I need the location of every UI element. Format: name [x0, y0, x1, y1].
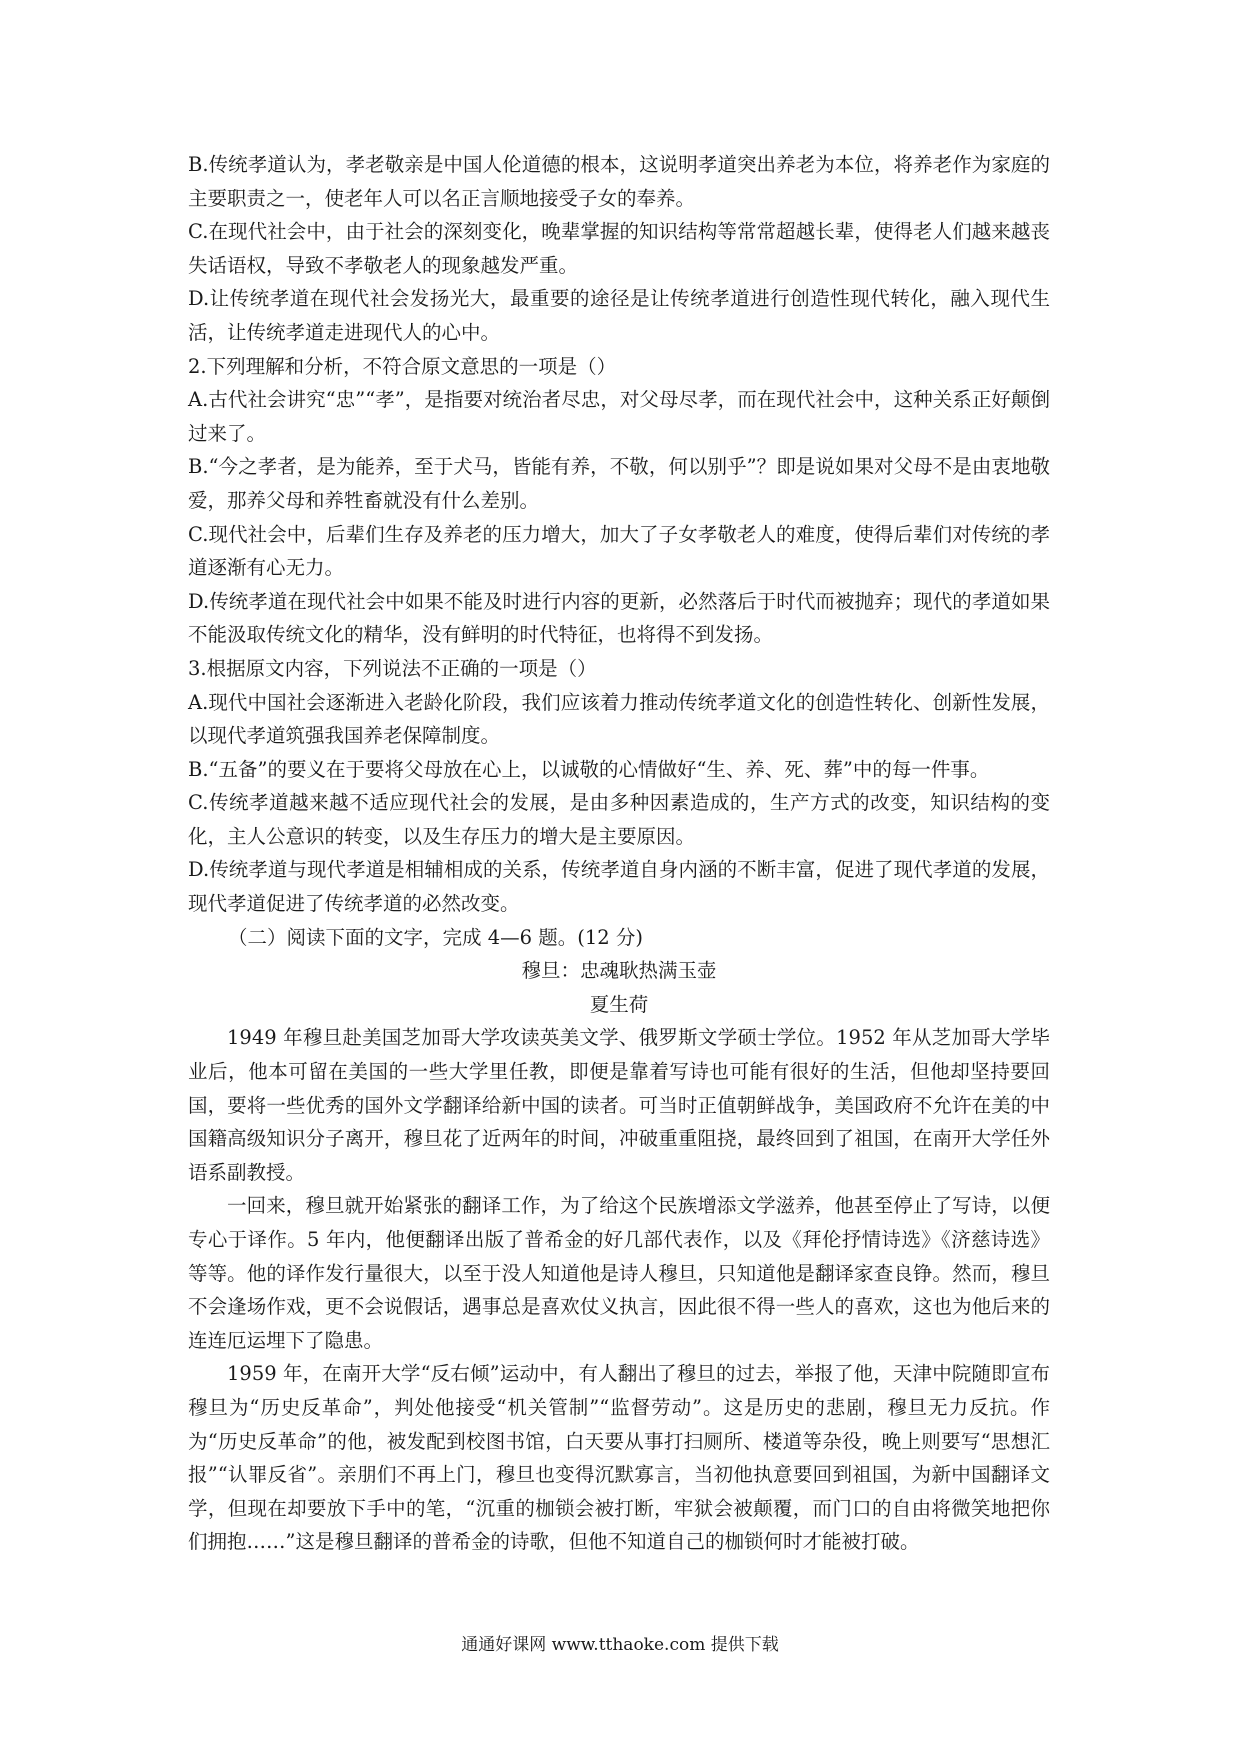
q2-stem: 2.下列理解和分析，不符合原文意思的一项是（） [188, 354, 617, 378]
document-body [188, 148, 1050, 1559]
article-author: 夏生荷 [589, 992, 649, 1016]
q1-option-b: B.传统孝道认为，孝老敬亲是中国人伦道德的根本，这说明孝道突出养老为本位，将养老作为家庭的主要职责之一，使老年人可以名正言顺地接受子女的奉养。 [188, 153, 1050, 210]
q3-option-d: D.传统孝道与现代孝道是相辅相成的关系，传统孝道自身内涵的不断丰富，促进了现代孝道的发展，现代孝道促进了传统孝道的必然改变。 [188, 858, 1050, 916]
article-paragraph: 1949 年穆旦赴美国芝加哥大学攻读英美文学、俄罗斯文学硕士学位。1952 年从芝加哥大学毕业后，他本可留在美国的一些大学里任教，即便是靠着写诗也可能有很好的生活，但他却坚持要回国，要将一些优秀的国外文学翻译给新中国的读者。可当时正值朝鲜战争，美国政府不允许在美的中国籍高级知识分子离开，穆旦花了近两年的时间，冲破重重阻挠，最终回到了祖国，在南开大学任外语系副教授。 [188, 1026, 1050, 1184]
article-paragraph: 1959 年，在南开大学“反右倾”运动中，有人翻出了穆旦的过去，举报了他，天津中院随即宣布穆旦为“历史反革命”，判处他接受“机关管制”“监督劳动”。这是历史的悲剧，穆旦无力反抗。作为“历史反革命”的他，被发配到校图书馆，白天要从事打扫厕所、楼道等杂役，晚上则要写“思想汇报”“认罪反省”。亲朋们不再上门，穆旦也变得沉默寡言，当初他执意要回到祖国，为新中国翻译文学，但现在却要放下手中的笔，“沉重的枷锁会被打断，牢狱会被颠覆，而门口的自由将微笑地把你们拥抱……”这是穆旦翻译的普希金的诗歌，但他不知道自己的枷锁何时才能被打破。 [188, 1362, 1050, 1554]
section-heading: （二）阅读下面的文字，完成 4—6 题。(12 分) [228, 925, 643, 949]
page-footer: 通通好课网 www.tthaoke.com 提供下载 [461, 1635, 779, 1655]
q1-option-d: D.让传统孝道在现代社会发扬光大，最重要的途径是让传统孝道进行创造性现代转化，融入现代生活，让传统孝道走进现代人的心中。 [188, 287, 1050, 344]
q1-option-c: C.在现代社会中，由于社会的深刻变化，晚辈掌握的知识结构等常常超越长辈，使得老人们越来越丧失话语权，导致不孝敬老人的现象越发严重。 [188, 220, 1050, 277]
q2-option-b: B.“今之孝者，是为能养，至于犬马，皆能有养，不敬，何以别乎”？即是说如果对父母不是由衷地敬爱，那养父母和养牲畜就没有什么差别。 [188, 455, 1050, 512]
q2-option-c: C.现代社会中，后辈们生存及养老的压力增大，加大了子女孝敬老人的难度，使得后辈们对传统的孝道逐渐有心无力。 [188, 522, 1050, 580]
q3-option-a: A.现代中国社会逐渐进入老龄化阶段，我们应该着力推动传统孝道文化的创造性转化、创新性发展，以现代孝道筑强我国养老保障制度。 [188, 690, 1050, 748]
q2-option-a: A.古代社会讲究“忠”“孝”，是指要对统治者尽忠，对父母尽孝，而在现代社会中，这种关系正好颠倒过来了。 [188, 388, 1050, 445]
q2-option-d: D.传统孝道在现代社会中如果不能及时进行内容的更新，必然落后于时代而被抛弃；现代的孝道如果不能汲取传统文化的精华，没有鲜明的时代特征，也将得不到发扬。 [188, 589, 1050, 647]
q3-option-b: B.“五备”的要义在于要将父母放在心上，以诚敬的心情做好“生、养、死、葬”中的每一件事。 [188, 757, 990, 781]
article-paragraph: 一回来，穆旦就开始紧张的翻译工作，为了给这个民族增添文学滋养，他甚至停止了写诗，以便专心于译作。5 年内，他便翻译出版了普希金的好几部代表作，以及《拜伦抒情诗选》《济慈诗选》等等。他的译作发行量很大，以至于没人知道他是诗人穆旦，只知道他是翻译家查良铮。然而，穆旦不会逢场作戏，更不会说假话，遇事总是喜欢仗义执言，因此很不得一些人的喜欢，这也为他后来的连连厄运埋下了隐患。 [188, 1194, 1050, 1352]
q3-option-c: C.传统孝道越来越不适应现代社会的发展，是由多种因素造成的，生产方式的改变，知识结构的变化，主人公意识的转变，以及生存压力的增大是主要原因。 [188, 791, 1050, 848]
article-title: 穆旦：忠魂耿热满玉壶 [521, 959, 717, 983]
q3-stem: 3.根据原文内容，下列说法不正确的一项是（） [188, 656, 597, 680]
